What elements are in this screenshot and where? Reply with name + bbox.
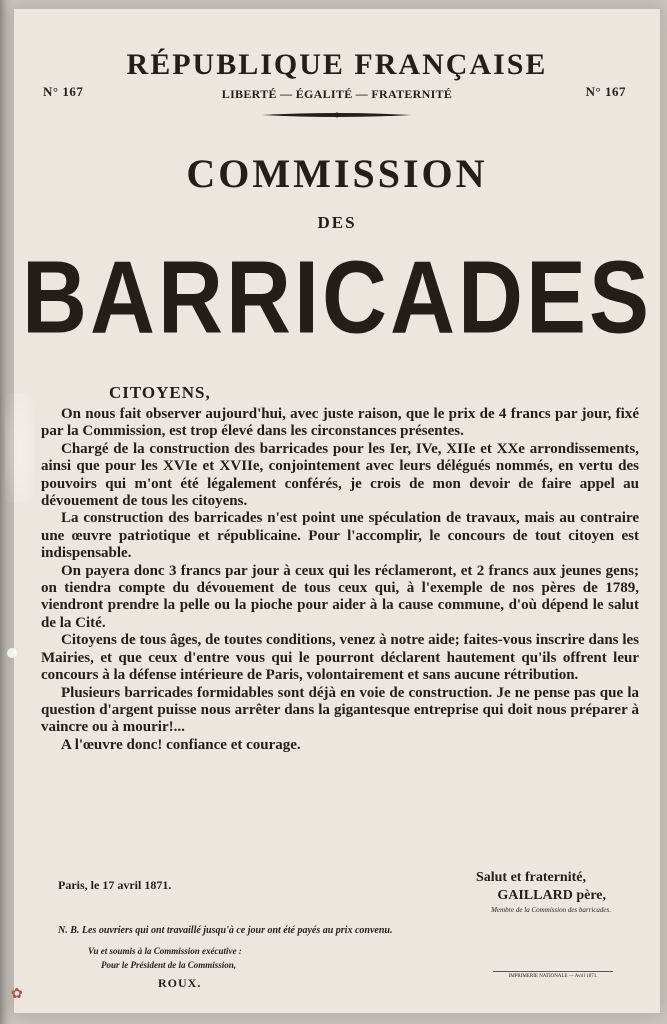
title-des: DES xyxy=(317,213,357,232)
approval-line: Vu et soumis à la Commission exécutive : xyxy=(88,946,242,956)
paragraph: Chargé de la construction des barricades pour les Ier, IVe, XIIe et XXe arrondissements, ainsi que pour les XVIe et XVIIe, conjointement avec leurs délégués nommés, en vertu des pouvoirs qui m'ont été légalement conférés, je crois de mon devoir de faire appel au dévouement de tous les citoyens. xyxy=(41,440,639,510)
poster xyxy=(13,8,661,1014)
republic-heading: RÉPUBLIQUE FRANÇAISE xyxy=(126,48,548,81)
paragraph: La construction des barricades n'est point une spéculation de travaux, mais au contraire une œuvre patriotique et républicaine. Pour l'accomplir, le concours de tout citoyen est indispensable. xyxy=(41,510,639,562)
paragraph: Citoyens de tous âges, de toutes conditions, venez à notre aide; faites-vous inscrire dans les Mairies, et que ceux d'entre vous qui le pourront déclarent hautement qu'ils offrent leur concours à la défense intérieure de Paris, volontairement et sans aucune rétribution. xyxy=(41,632,639,684)
motto: LIBERTÉ — ÉGALITÉ — FRATERNITÉ xyxy=(221,87,453,101)
countersignature: ROUX. xyxy=(158,976,202,990)
paragraph: On payera donc 3 francs par jour à ceux qui les réclameront, et 2 francs aux jeunes gens; on tiendra compte du dévouement de tous ceux qui, à l'exemple de nos pères de 1789, viendront prendre la pelle ou la pioche pour aider à la cause commune, d'où dépend le salut de la Cité. xyxy=(41,562,639,631)
paragraph: A l'œuvre donc! confiance et courage. xyxy=(61,736,301,753)
paragraph: Plusieurs barricades formidables sont déjà en voie de construction. Je ne pense pas que la question d'argent puisse nous arrêter dans la gigantesque entreprise qui doit nous préparer à vaincre ou à mourir!... xyxy=(41,684,639,736)
title-commission: COMMISSION xyxy=(186,151,488,196)
paragraph: On nous fait observer aujourd'hui, avec juste raison, que le prix de 4 francs par jour, fixé par la Commission, est trop élevé dans les circonstances présentes. xyxy=(41,406,639,440)
nota-bene: N. B. Les ouvriers qui ont travaillé jusqu'à ce jour ont été payés au prix convenu. xyxy=(58,925,393,936)
title-barricades: BARRICADES xyxy=(21,240,653,356)
ornament-divider-icon xyxy=(13,112,661,118)
printer-imprint: IMPRIMERIE NATIONALE — Avril 1871. xyxy=(493,971,613,979)
proclamation-text xyxy=(41,406,639,754)
light-glare xyxy=(5,393,35,503)
salutation: CITOYENS, xyxy=(109,383,211,402)
poster-number-right: N° 167 xyxy=(585,84,626,99)
date-line: Paris, le 17 avril 1871. xyxy=(58,878,172,892)
signature-title: Membre de la Commission des barricades. xyxy=(491,906,611,914)
stamp-mark-icon: ✿ xyxy=(11,987,23,1002)
closing: Salut et fraternité, xyxy=(475,870,586,885)
president-line: Pour le Président de la Commission, xyxy=(101,960,237,970)
poster-number-left: N° 167 xyxy=(43,84,84,99)
light-reflection xyxy=(7,648,17,658)
signature: GAILLARD père, xyxy=(497,888,606,903)
